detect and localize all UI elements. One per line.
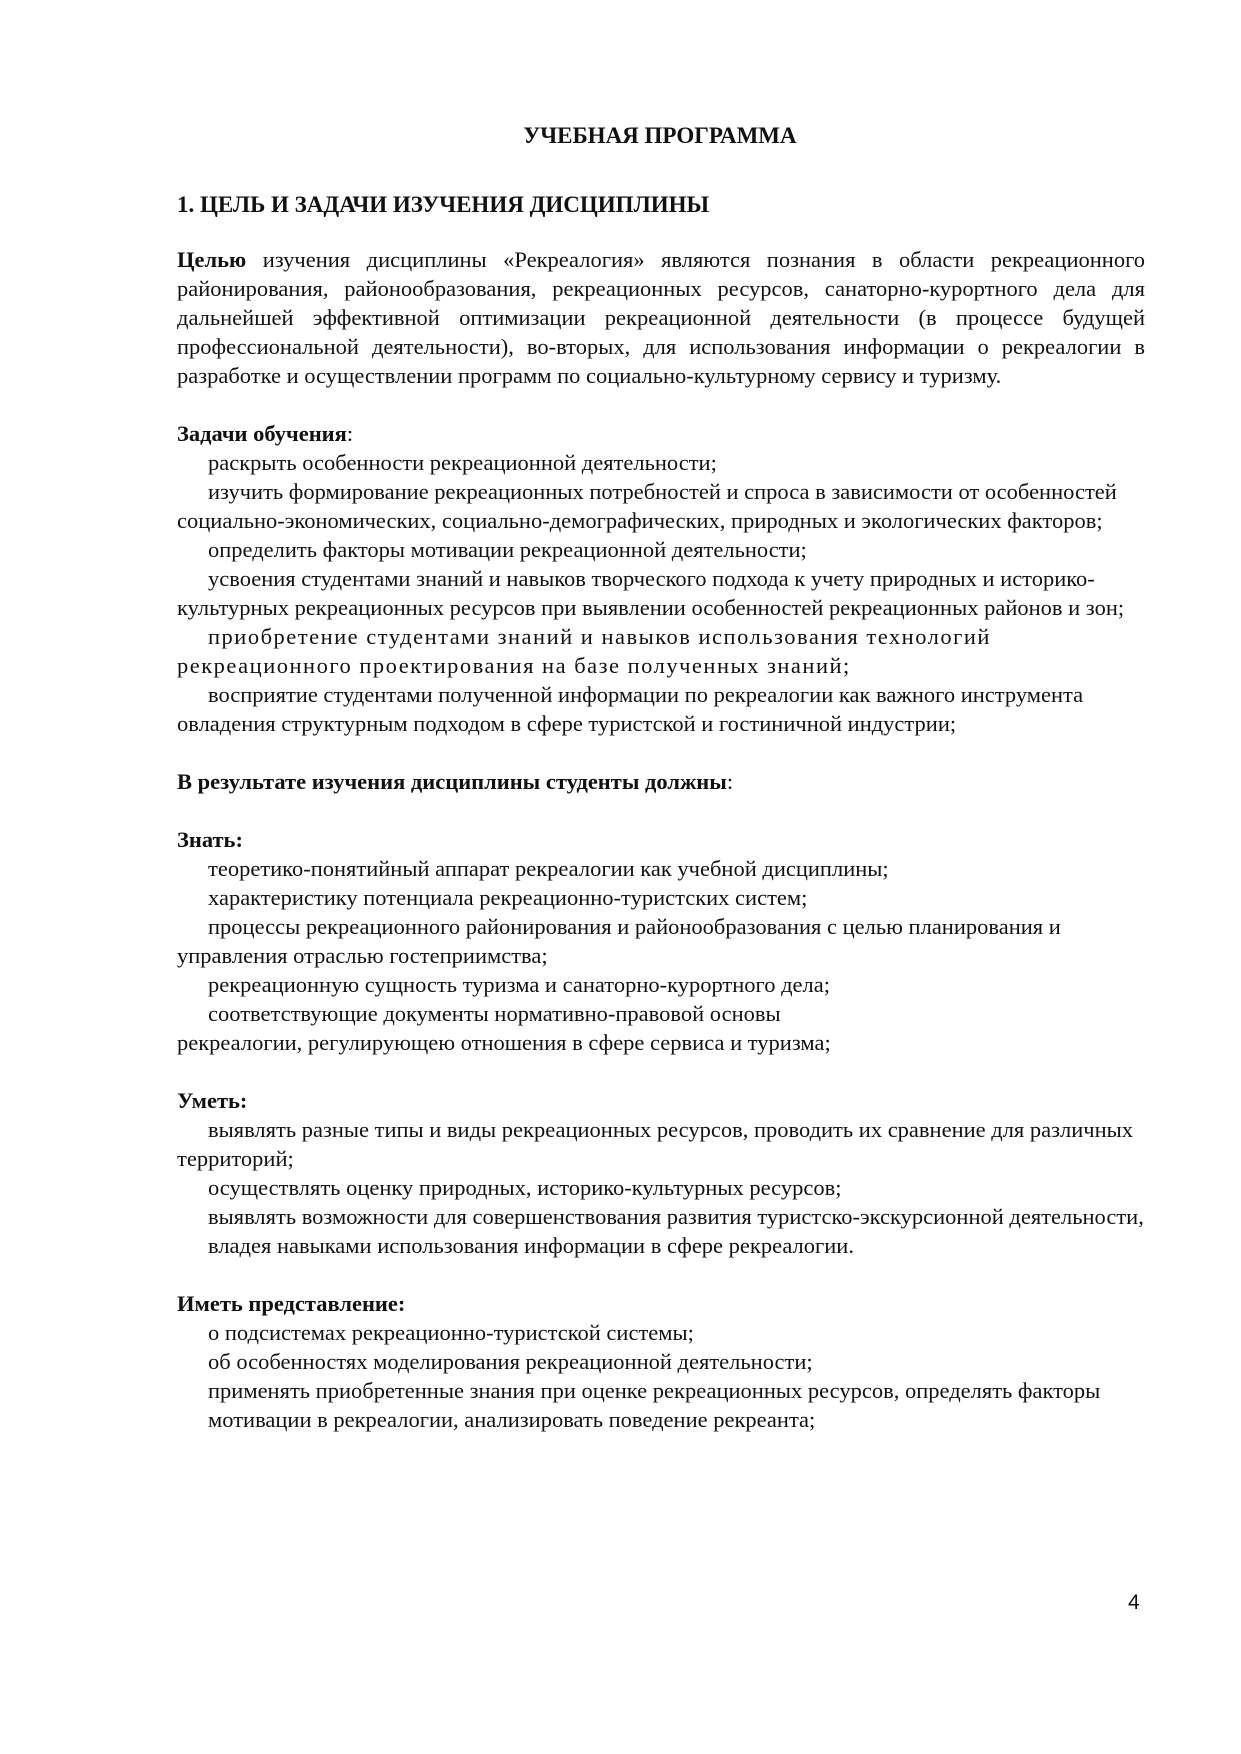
document-body: [177, 190, 1145, 1434]
goal-paragraph: [177, 245, 1145, 390]
task-item: раскрыть особенности рекреационной деятельности;: [208, 450, 717, 475]
know-item: рекреационную сущность туризма и санаторно-курортного дела;: [208, 972, 830, 997]
can-heading: Уметь:: [177, 1088, 248, 1113]
section-heading: 1. ЦЕЛЬ И ЗАДАЧИ ИЗУЧЕНИЯ ДИСЦИПЛИНЫ: [177, 192, 710, 217]
know-item: процессы рекреационного районирования и районообразования с целью планирования и управления отраслью гостеприимства;: [177, 914, 1061, 968]
idea-item: мотивации в рекреалогии, анализировать поведение рекреанта;: [208, 1407, 816, 1432]
goal-text: изучения дисциплины «Рекреалогия» являются познания в области рекреационного районирования, районообразования, рекреационных ресурсов, санаторно-курортного дела для дальнейшей эффективной оптимизации рекреационной деятельности (в процессе будущей профессиональной деятельности), во-вторых, для использования информации о рекреалогии в разработке и осуществлении программ по социально-культурному сервису и туризму.: [177, 247, 1145, 388]
results-heading: В результате изучения дисциплины студенты должны:: [177, 769, 734, 794]
task-item: приобретение студентами знаний и навыков использования технологий рекреационного проектирования на базе полученных знаний;: [177, 624, 991, 678]
task-item: изучить формирование рекреационных потребностей и спроса в зависимости от особенностей социально-экономических, социально-демографических, природных и экологических факторов;: [177, 479, 1117, 533]
know-heading: Знать:: [177, 827, 243, 852]
idea-item: применять приобретенные знания при оценке рекреационных ресурсов, определять факторы: [208, 1378, 1101, 1403]
idea-item: о подсистемах рекреационно-туристской системы;: [208, 1320, 694, 1345]
page-number: 4: [1128, 1591, 1140, 1614]
task-item: восприятие студентами полученной информации по рекреалогии как важного инструмента овладения структурным подходом в сфере туристской и гостиничной индустрии;: [177, 682, 1084, 736]
idea-item: об особенностях моделирования рекреационной деятельности;: [208, 1349, 813, 1374]
page-title: УЧЕБНАЯ ПРОГРАММА: [523, 123, 797, 148]
task-item: определить факторы мотивации рекреационной деятельности;: [208, 537, 807, 562]
can-item: владея навыками использования информации в сфере рекреалогии.: [208, 1233, 854, 1258]
can-item: выявлять возможности для совершенствования развития туристско-экскурсионной деятельности,: [208, 1204, 1144, 1229]
know-item-continued: рекреалогии, регулирующею отношения в сфере сервиса и туризма;: [177, 1030, 831, 1055]
tasks-heading: Задачи обучения:: [177, 421, 354, 446]
results-label: В результате изучения дисциплины студенты должны: [177, 769, 727, 794]
can-item: осуществлять оценку природных, историко-культурных ресурсов;: [208, 1175, 842, 1200]
can-item: выявлять разные типы и виды рекреационных ресурсов, проводить их сравнение для различных территорий;: [177, 1117, 1134, 1171]
idea-heading: Иметь представление:: [177, 1291, 406, 1316]
tasks-label: Задачи обучения: [177, 421, 347, 446]
task-item: усвоения студентами знаний и навыков творческого подхода к учету природных и историко-культурных рекреационных ресурсов при выявлении особенностей рекреационных районов и зон;: [177, 566, 1125, 620]
know-item: характеристику потенциала рекреационно-туристских систем;: [208, 885, 808, 910]
goal-label: Целью: [177, 247, 247, 272]
know-item: теоретико-понятийный аппарат рекреалогии как учебной дисциплины;: [208, 856, 889, 881]
know-item: соответствующие документы нормативно-правовой основы: [208, 1001, 781, 1026]
